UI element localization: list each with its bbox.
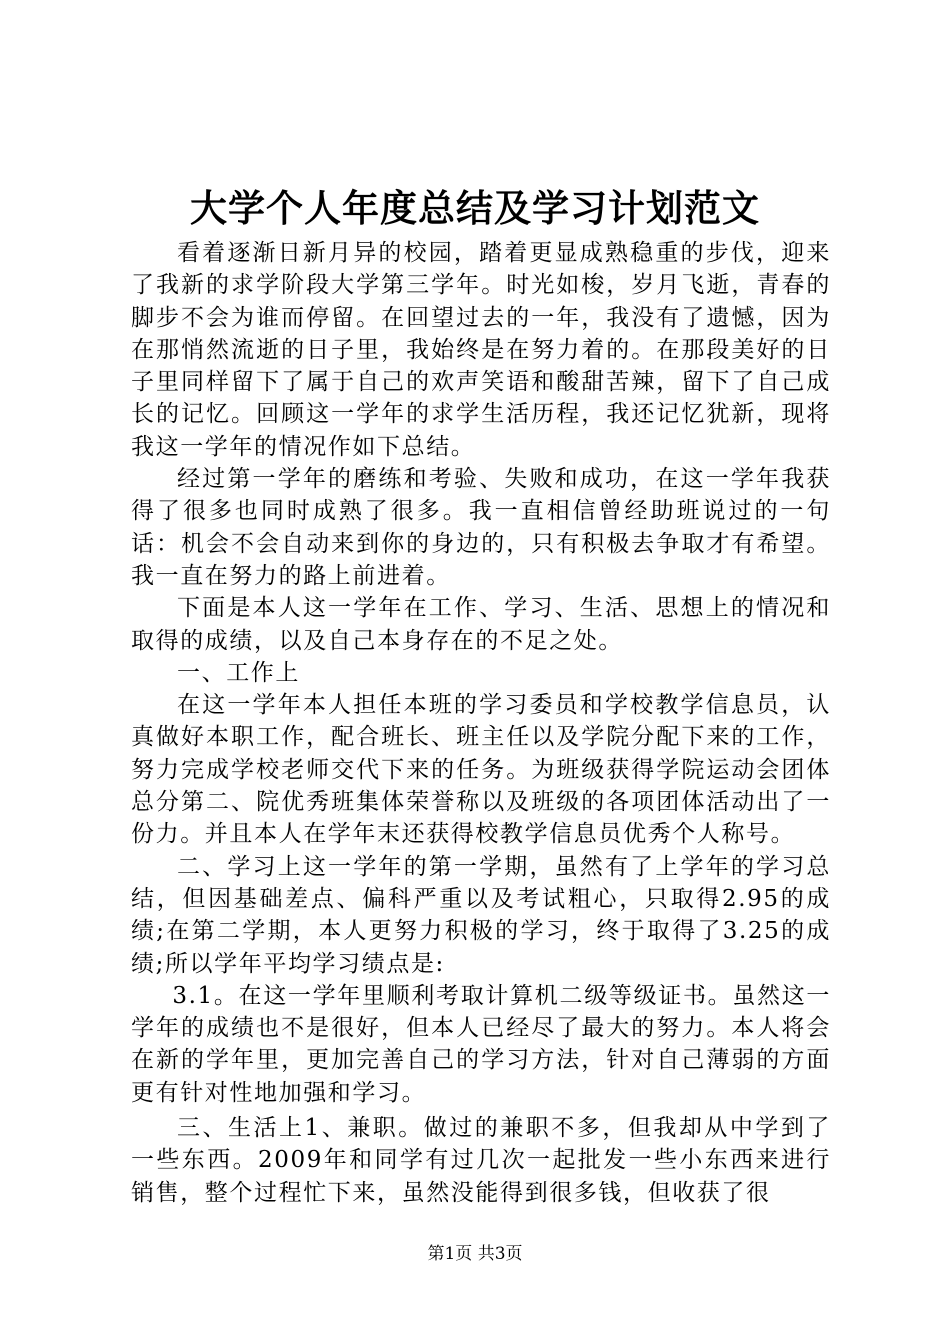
paragraph-work: 在这一学年本人担任本班的学习委员和学校教学信息员，认真做好本职工作，配合班长、班主任以及学院分配下来的工作，努力完成学校老师交代下来的任务。为班级获得学院运动会团体总分第二、院优秀班集体荣誉称以及班级的各项团体活动出了一份力。并且本人在学年末还获得校教学信息员优秀个人称号。 [131, 692, 831, 848]
document-title: 大学个人年度总结及学习计划范文 [190, 186, 760, 230]
paragraph-overview: 下面是本人这一学年在工作、学习、生活、思想上的情况和取得的成绩，以及自己本身存在的不足之处。 [131, 595, 831, 654]
paragraph-intro: 看着逐渐日新月异的校园，踏着更显成熟稳重的步伐，迎来了我新的求学阶段大学第三学年。时光如梭，岁月飞逝，青春的脚步不会为谁而停留。在回望过去的一年，我没有了遗憾，因为在那悄然流逝的日子里，我始终是在努力着的。在那段美好的日子里同样留下了属于自己的欢声笑语和酸甜苦辣，留下了自己成长的记忆。回顾这一学年的求学生活历程，我还记忆犹新，现将我这一学年的情况作如下总结。 [131, 240, 831, 460]
paragraph-study: 二、学习上这一学年的第一学期，虽然有了上学年的学习总结，但因基础差点、偏科严重以及考试粗心，只取得2.95的成绩;在第二学期，本人更努力积极的学习，终于取得了3.25的成绩;所以学年平均学习绩点是: [131, 853, 831, 977]
section-heading-work: 一、工作上 [177, 659, 300, 686]
page-number-footer: 第1页 共3页 [427, 1244, 523, 1264]
paragraph-life: 三、生活上1、兼职。做过的兼职不多，但我却从中学到了一些东西。2009年和同学有过几次一起批发一些小东西来进行销售，整个过程忙下来，虽然没能得到很多钱，但收获了很 [131, 1115, 831, 1206]
paragraph-experience: 经过第一学年的磨练和考验、失败和成功，在这一学年我获得了很多也同时成熟了很多。我一直相信曾经助班说过的一句话：机会不会自动来到你的身边的，只有积极去争取才有希望。我一直在努力的路上前进着。 [131, 466, 831, 589]
paragraph-study-result: 3.1。在这一学年里顺利考取计算机二级等级证书。虽然这一学年的成绩也不是很好，但本人已经尽了最大的努力。本人将会在新的学年里，更加完善自己的学习方法，针对自己薄弱的方面更有针对性地加强和学习。 [131, 982, 831, 1106]
document-body [131, 237, 831, 1209]
